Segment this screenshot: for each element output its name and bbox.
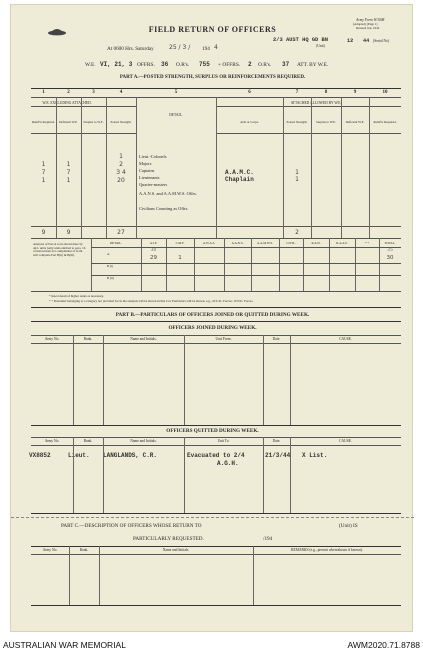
column-number: 6	[248, 90, 251, 95]
grid-line	[329, 238, 330, 291]
quitted-cause: X List.	[302, 452, 328, 459]
table-head: Unit From.	[215, 337, 232, 341]
we-label: W.E.	[85, 62, 96, 68]
column-head: Surplus to W.E.	[83, 120, 104, 124]
form-sheet	[10, 4, 413, 632]
summary-head: A.A.M.W.S.	[257, 241, 273, 245]
grid-line	[91, 247, 401, 248]
footer	[0, 638, 423, 653]
table-head: Army No.	[44, 439, 60, 443]
serial-year: 44	[363, 38, 370, 44]
rank-label: Lieutenants	[139, 175, 160, 180]
summary-head: R.A.A.F.	[336, 241, 348, 245]
col2-value: 1	[66, 161, 71, 168]
offrs-label: OFFRS.	[137, 62, 155, 68]
grid-line	[290, 335, 291, 425]
unit-value: 2/3 AUST HQ GD BN	[273, 37, 328, 43]
col2-value: 9	[66, 229, 71, 236]
plus-offrs-label: + OFFRS.	[218, 62, 241, 68]
grid-line	[279, 238, 280, 291]
grid-line	[99, 546, 100, 605]
col1-value: 1	[41, 161, 46, 168]
plus-ors-value: 37	[282, 61, 290, 68]
summary-note: Analysis of Part A to be shown here by ALL units (only units entitled to para. 16 of instructions for compilation of form will complete Part B(ii) & B(iii).	[33, 242, 86, 257]
rank-label: Civilians Counting as Offrs.	[139, 206, 189, 211]
part-c-title-1: PART C.—DESCRIPTION OF OFFICERS WHOSE RETURN TO	[61, 523, 202, 529]
summary-head: CIVIL.	[286, 241, 296, 245]
col7-value: 1	[295, 176, 299, 183]
rank-label: Quarter-masters	[139, 182, 168, 187]
quitted-name: LANGLANDS, C.R.	[103, 452, 158, 459]
note-1: * Insert detail of higher ranks as necessary.	[49, 294, 104, 298]
part-c-year: /194	[263, 536, 273, 542]
grid-line	[106, 97, 107, 238]
rank-label: Lieut.-Colonels	[139, 154, 167, 159]
grid-line	[136, 97, 137, 238]
ors-label: O.R's.	[176, 62, 190, 68]
table-head: Rank.	[83, 439, 93, 443]
part-c-head: Name and Initials.	[162, 548, 190, 552]
grid-line	[263, 437, 264, 513]
grid-line	[31, 445, 401, 446]
grid-line	[251, 238, 252, 291]
column-head: Reinf'ts Required.	[31, 120, 56, 124]
col4-value: 3 4	[116, 169, 126, 176]
column-head: Posted Strength.	[110, 120, 132, 124]
grid-line	[194, 238, 195, 291]
grid-line	[31, 554, 401, 555]
at-text: At 0600 Hrs. Saturday	[107, 46, 154, 52]
col7-value: 1	[295, 169, 299, 176]
grid-line	[103, 437, 104, 513]
summary-aif: 29	[150, 255, 157, 261]
column-number: 3	[92, 90, 95, 95]
quitted-unit-to: Evacuated to 2/4	[187, 452, 245, 459]
part-a-title: PART A.—POSTED STRENGTH, SURPLUS OR REINFORCEMENTS REQUIRED.	[119, 75, 306, 80]
column-number: 8	[324, 90, 328, 95]
col1-value: 1	[41, 177, 46, 184]
column-head: Arm or Corps.	[240, 120, 259, 124]
summary-head: A.A.N.S.	[231, 241, 244, 245]
grid-line	[91, 275, 401, 276]
grid-line	[311, 97, 312, 238]
col4-value: 2	[119, 161, 123, 168]
rank-label: Captains	[139, 168, 155, 173]
arm-value-1: A.A.M.C.	[225, 169, 254, 176]
summary-head: A.W.A.S.	[202, 241, 216, 245]
form-title: FIELD RETURN OF OFFICERS	[148, 25, 277, 34]
col1-value: 9	[41, 229, 46, 236]
grid-line	[184, 437, 185, 513]
summary-aif-hand: 30	[150, 248, 157, 253]
group-right-label: ATTACHED ALLOWED BY W.E.	[290, 101, 342, 105]
quitted-unit-to-2: A.G.H.	[217, 460, 239, 467]
grid-line	[290, 437, 291, 513]
summary-head: A.I.F.	[149, 241, 158, 245]
offrs-value: 36	[161, 61, 169, 68]
summary-head: * *	[365, 241, 369, 245]
column-number: 5	[174, 90, 178, 95]
grid-line	[91, 263, 401, 264]
date-value: 25 / 3 /	[169, 44, 191, 51]
summary-head: TOTAL.	[384, 241, 396, 245]
year-value: 4	[214, 44, 218, 51]
grid-line	[91, 238, 92, 291]
column-head: Deficient W.E.	[345, 120, 365, 124]
quitted-rank: Lieut.	[68, 452, 90, 459]
col4-value: 1	[119, 153, 123, 160]
summary-row-label: B (i)	[107, 264, 113, 268]
table-head: Rank.	[83, 337, 93, 341]
col4-value: 27	[117, 229, 125, 236]
table-head: Name and Initials.	[130, 439, 157, 443]
serial-value: 12	[347, 38, 354, 44]
table-head: Date.	[272, 337, 281, 341]
summary-head: DETAIL.	[109, 241, 123, 245]
ors-value: 755	[199, 61, 210, 68]
att-label: ATT. BY W.E.	[297, 62, 329, 68]
column-head: Surplus to W.E.	[315, 120, 336, 124]
column-head: Deficient W.E.	[59, 120, 78, 124]
plus-offrs-value: 2	[248, 61, 252, 68]
summary-row-label: B (ii)	[107, 276, 114, 280]
joined-title: OFFICERS JOINED DURING WEEK.	[168, 325, 257, 331]
form-ref-2: (Adapted) (Page 1)	[353, 21, 378, 26]
column-number: 10	[382, 90, 388, 95]
quitted-army-no: VX8852	[29, 452, 51, 459]
group-left-label: W.E. EXCLUDING ATTACHED.	[42, 101, 92, 105]
column-number: 9	[353, 90, 357, 95]
footer-left: AUSTRALIAN WAR MEMORIAL	[3, 640, 126, 650]
grid-line	[263, 335, 264, 425]
col2-value: 1	[66, 177, 71, 184]
table-head: Date.	[272, 439, 281, 443]
form-ref-3: Revised Jan. 1942	[356, 25, 380, 30]
grid-line	[73, 437, 74, 513]
grid-line	[184, 335, 185, 425]
grid-line	[166, 238, 167, 291]
column-number: 7	[295, 90, 299, 95]
part-b-title: PART B.—PARTICULARS OF OFFICERS JOINED OR QUITTED DURING WEEK.	[115, 312, 310, 318]
table-head: Army No.	[44, 337, 60, 341]
arm-value-2: Chaplain	[225, 176, 254, 183]
col4-value: 20	[117, 177, 125, 184]
grid-line	[379, 238, 380, 291]
column-number: 1	[42, 90, 45, 95]
col7-value: 2	[295, 229, 299, 236]
column-number: 4	[119, 90, 123, 95]
grid-line	[355, 238, 356, 291]
table-head: Name and Initials.	[130, 337, 157, 341]
unit-label: (Unit)	[316, 44, 325, 48]
summary-total-hand: 35	[387, 248, 393, 253]
summary-row-label: A.	[107, 252, 111, 256]
grid-line	[369, 97, 370, 238]
col2-value: 7	[66, 169, 71, 176]
footer-right: AWM2020.71.8788	[347, 640, 420, 650]
form-ref-1: Army Form W.3008	[356, 18, 385, 22]
grid-line	[31, 343, 401, 344]
quitted-title: OFFICERS QUITTED DURING WEEK.	[166, 428, 259, 434]
grid-line	[283, 97, 284, 238]
note-2: * * Personnel belonging to a category not provided for in the analysis will be shown in this Col. Particulars will be shown, e.g., 20 U.K. Forces; 10 N.E. Forces.	[49, 299, 254, 303]
col1-value: 7	[41, 169, 46, 176]
grid-line	[341, 97, 342, 238]
plus-ors-label: O.R's.	[258, 62, 272, 68]
part-c-head: Army No.	[42, 548, 58, 552]
grid-line	[81, 97, 82, 238]
rank-label: A.A.N.S. and A.A.M.W.S. Offrs.	[139, 191, 197, 196]
grid-line	[224, 238, 225, 291]
column-number: 2	[67, 90, 70, 95]
year-prefix: 194	[202, 46, 210, 52]
grid-line	[303, 238, 304, 291]
grid-line	[103, 335, 104, 425]
part-c-unit-is: (Unit) IS	[339, 523, 358, 529]
column-head: Posted Strength.	[286, 120, 308, 124]
grid-line	[56, 97, 57, 238]
serial-label: (Serial No)	[373, 39, 390, 43]
table-head: Unit To.	[217, 439, 230, 443]
grid-line	[253, 546, 254, 605]
summary-head: C.M.F.	[175, 241, 185, 245]
part-c-head: REMARKS (e.g., present whereabouts if known).	[291, 548, 363, 552]
grid-line	[216, 97, 217, 238]
summary-head: R.A.N.	[311, 241, 321, 245]
table-head: CAUSE.	[339, 337, 352, 341]
summary-cmf: 1	[178, 255, 182, 261]
we-value: VI, 21, 3	[100, 61, 133, 68]
column-head: Reinf'ts Required.	[373, 120, 397, 124]
grid-line	[69, 546, 70, 605]
quitted-date: 21/3/44	[265, 452, 291, 459]
grid-line	[73, 335, 74, 425]
part-c-title-2: PARTICULARLY REQUESTED.	[133, 536, 204, 542]
table-head: CAUSE.	[339, 439, 352, 443]
summary-total: 30	[386, 255, 394, 261]
grid-line	[141, 238, 142, 291]
detail-label: DETAIL.	[169, 113, 183, 117]
part-c-head: Rank.	[79, 548, 89, 552]
rank-label: Majors	[139, 161, 152, 166]
